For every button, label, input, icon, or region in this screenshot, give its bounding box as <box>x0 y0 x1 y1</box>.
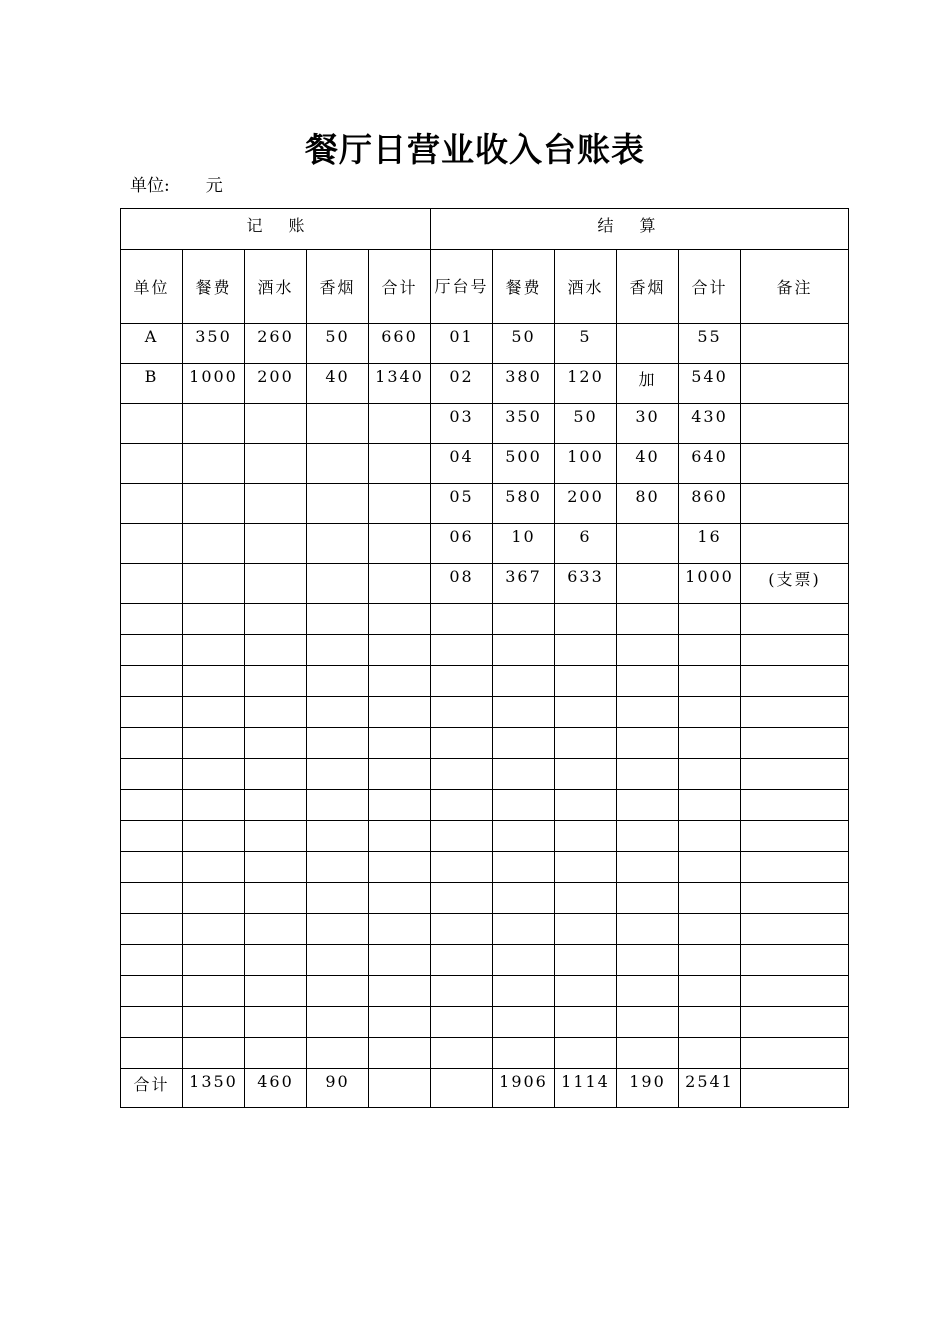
table-cell: 5 <box>555 324 617 364</box>
empty-cell <box>245 790 307 821</box>
empty-cell <box>369 697 431 728</box>
empty-cell <box>307 976 369 1007</box>
empty-cell <box>245 604 307 635</box>
empty-cell <box>121 728 183 759</box>
empty-cell <box>617 604 679 635</box>
table-row <box>121 564 849 604</box>
empty-table-row <box>121 914 849 945</box>
empty-cell <box>431 604 493 635</box>
empty-cell <box>307 852 369 883</box>
empty-cell <box>617 821 679 852</box>
table-cell <box>741 444 849 484</box>
empty-cell <box>431 635 493 666</box>
empty-cell <box>679 945 741 976</box>
empty-cell <box>183 759 245 790</box>
empty-cell <box>183 604 245 635</box>
table-cell: 30 <box>617 404 679 444</box>
empty-cell <box>679 635 741 666</box>
table-cell <box>617 524 679 564</box>
table-cell <box>307 564 369 604</box>
header-settle-meal-fee: 餐费 <box>493 250 555 324</box>
table-cell: 55 <box>679 324 741 364</box>
empty-cell <box>493 635 555 666</box>
table-cell <box>307 484 369 524</box>
empty-table-row <box>121 759 849 790</box>
header-unit: 单位 <box>121 250 183 324</box>
table-cell: 40 <box>307 364 369 404</box>
empty-cell <box>183 697 245 728</box>
empty-cell <box>741 728 849 759</box>
empty-cell <box>493 883 555 914</box>
total-row <box>121 1069 849 1108</box>
table-cell: 200 <box>245 364 307 404</box>
total-cell: 1350 <box>183 1069 245 1108</box>
total-cell: 460 <box>245 1069 307 1108</box>
table-cell: 01 <box>431 324 493 364</box>
unit-label: 单位: <box>130 176 170 196</box>
empty-cell <box>555 1007 617 1038</box>
empty-cell <box>741 914 849 945</box>
table-cell <box>741 364 849 404</box>
table-cell: 100 <box>555 444 617 484</box>
header-cigarettes: 香烟 <box>307 250 369 324</box>
empty-table-row <box>121 790 849 821</box>
table-cell: 03 <box>431 404 493 444</box>
total-cell: 1114 <box>555 1069 617 1108</box>
empty-cell <box>307 821 369 852</box>
table-cell <box>307 444 369 484</box>
empty-table-row <box>121 635 849 666</box>
table-cell: 860 <box>679 484 741 524</box>
empty-cell <box>679 697 741 728</box>
table-cell: 02 <box>431 364 493 404</box>
empty-cell <box>369 821 431 852</box>
empty-cell <box>555 976 617 1007</box>
table-cell: 540 <box>679 364 741 404</box>
empty-cell <box>245 1038 307 1069</box>
empty-cell <box>431 945 493 976</box>
empty-cell <box>121 604 183 635</box>
empty-cell <box>741 759 849 790</box>
empty-cell <box>617 1038 679 1069</box>
table-cell <box>245 404 307 444</box>
empty-cell <box>741 697 849 728</box>
empty-cell <box>741 883 849 914</box>
header-settle-drinks: 酒水 <box>555 250 617 324</box>
empty-cell <box>183 945 245 976</box>
empty-cell <box>183 852 245 883</box>
table-row <box>121 484 849 524</box>
empty-cell <box>493 1007 555 1038</box>
empty-table-row <box>121 821 849 852</box>
table-cell <box>183 404 245 444</box>
empty-cell <box>121 883 183 914</box>
empty-cell <box>555 666 617 697</box>
total-cell: 1906 <box>493 1069 555 1108</box>
table-cell: 120 <box>555 364 617 404</box>
empty-cell <box>245 976 307 1007</box>
empty-cell <box>555 697 617 728</box>
table-cell: (支票) <box>741 564 849 604</box>
header-meal-fee: 餐费 <box>183 250 245 324</box>
table-cell <box>121 484 183 524</box>
table-row <box>121 324 849 364</box>
header-settle-cigarettes: 香烟 <box>617 250 679 324</box>
empty-cell <box>617 852 679 883</box>
empty-cell <box>741 635 849 666</box>
empty-cell <box>493 728 555 759</box>
empty-cell <box>183 635 245 666</box>
table-cell <box>245 444 307 484</box>
empty-cell <box>369 883 431 914</box>
empty-cell <box>369 790 431 821</box>
page-title: 餐厅日营业收入台账表 <box>305 130 645 169</box>
empty-cell <box>493 976 555 1007</box>
empty-cell <box>307 635 369 666</box>
table-cell <box>183 564 245 604</box>
empty-cell <box>617 666 679 697</box>
empty-cell <box>369 604 431 635</box>
empty-table-row <box>121 604 849 635</box>
table-cell <box>307 524 369 564</box>
empty-cell <box>369 914 431 945</box>
empty-cell <box>741 1038 849 1069</box>
table-cell <box>369 484 431 524</box>
empty-table-row <box>121 666 849 697</box>
table-cell <box>183 524 245 564</box>
empty-cell <box>679 821 741 852</box>
table-cell: 08 <box>431 564 493 604</box>
table-cell <box>307 404 369 444</box>
empty-cell <box>617 1007 679 1038</box>
empty-cell <box>431 883 493 914</box>
empty-cell <box>741 666 849 697</box>
total-cell: 2541 <box>679 1069 741 1108</box>
empty-cell <box>741 604 849 635</box>
empty-cell <box>431 1007 493 1038</box>
table-cell: 260 <box>245 324 307 364</box>
table-cell: 05 <box>431 484 493 524</box>
unit-line <box>130 175 223 197</box>
table-cell <box>245 524 307 564</box>
empty-cell <box>555 945 617 976</box>
empty-cell <box>369 666 431 697</box>
empty-cell <box>245 759 307 790</box>
table-cell <box>121 564 183 604</box>
empty-cell <box>679 883 741 914</box>
empty-cell <box>245 697 307 728</box>
empty-cell <box>369 728 431 759</box>
table-cell: 500 <box>493 444 555 484</box>
empty-cell <box>369 852 431 883</box>
empty-cell <box>183 728 245 759</box>
empty-cell <box>431 1038 493 1069</box>
table-cell: 580 <box>493 484 555 524</box>
empty-cell <box>679 759 741 790</box>
empty-cell <box>493 852 555 883</box>
table-cell <box>741 484 849 524</box>
table-cell: 16 <box>679 524 741 564</box>
table-cell <box>741 524 849 564</box>
section-header-row <box>121 209 849 250</box>
empty-cell <box>617 728 679 759</box>
empty-cell <box>121 1038 183 1069</box>
empty-cell <box>679 976 741 1007</box>
empty-cell <box>741 945 849 976</box>
empty-cell <box>555 604 617 635</box>
empty-cell <box>617 790 679 821</box>
empty-cell <box>555 759 617 790</box>
empty-cell <box>617 883 679 914</box>
empty-cell <box>245 821 307 852</box>
empty-cell <box>555 914 617 945</box>
empty-cell <box>493 759 555 790</box>
table-cell <box>121 404 183 444</box>
empty-cell <box>307 604 369 635</box>
empty-cell <box>121 666 183 697</box>
empty-cell <box>431 790 493 821</box>
empty-cell <box>679 1007 741 1038</box>
table-cell: 350 <box>183 324 245 364</box>
table-cell <box>369 444 431 484</box>
empty-cell <box>555 1038 617 1069</box>
empty-cell <box>245 635 307 666</box>
table-cell <box>617 324 679 364</box>
table-row <box>121 404 849 444</box>
empty-cell <box>245 883 307 914</box>
empty-cell <box>431 728 493 759</box>
empty-cell <box>369 635 431 666</box>
empty-cell <box>431 976 493 1007</box>
table-cell: 40 <box>617 444 679 484</box>
table-cell: 633 <box>555 564 617 604</box>
empty-cell <box>431 914 493 945</box>
empty-cell <box>617 976 679 1007</box>
table-cell <box>183 444 245 484</box>
empty-cell <box>679 604 741 635</box>
empty-cell <box>307 790 369 821</box>
empty-cell <box>679 790 741 821</box>
table-cell: 1000 <box>183 364 245 404</box>
empty-cell <box>555 821 617 852</box>
section-bookkeeping <box>121 209 431 250</box>
empty-cell <box>617 635 679 666</box>
table-cell: 200 <box>555 484 617 524</box>
empty-cell <box>369 759 431 790</box>
empty-cell <box>121 635 183 666</box>
empty-cell <box>493 697 555 728</box>
empty-cell <box>741 852 849 883</box>
empty-table-row <box>121 697 849 728</box>
section-bookkeeping-label: 记账 <box>246 216 331 235</box>
table-cell <box>369 524 431 564</box>
table-cell: A <box>121 324 183 364</box>
header-remarks: 备注 <box>741 250 849 324</box>
empty-table-row <box>121 976 849 1007</box>
empty-cell <box>307 697 369 728</box>
empty-cell <box>493 945 555 976</box>
unit-value: 元 <box>205 176 223 196</box>
total-cell: 190 <box>617 1069 679 1108</box>
empty-cell <box>431 852 493 883</box>
empty-cell <box>245 1007 307 1038</box>
table-cell <box>183 484 245 524</box>
empty-cell <box>555 852 617 883</box>
empty-table-row <box>121 852 849 883</box>
empty-cell <box>121 697 183 728</box>
table-cell: 加 <box>617 364 679 404</box>
empty-cell <box>617 945 679 976</box>
empty-cell <box>183 1007 245 1038</box>
empty-cell <box>245 728 307 759</box>
empty-table-row <box>121 883 849 914</box>
empty-cell <box>245 666 307 697</box>
empty-cell <box>679 914 741 945</box>
table-cell: 50 <box>555 404 617 444</box>
table-cell <box>245 564 307 604</box>
empty-table-row <box>121 945 849 976</box>
empty-cell <box>679 852 741 883</box>
empty-cell <box>431 821 493 852</box>
empty-cell <box>183 821 245 852</box>
empty-cell <box>307 1007 369 1038</box>
table-cell: 350 <box>493 404 555 444</box>
empty-cell <box>245 914 307 945</box>
table-cell: 660 <box>369 324 431 364</box>
empty-cell <box>493 666 555 697</box>
empty-cell <box>431 666 493 697</box>
table-cell <box>121 524 183 564</box>
empty-cell <box>617 759 679 790</box>
empty-cell <box>307 914 369 945</box>
table-cell <box>617 564 679 604</box>
table-cell: 1340 <box>369 364 431 404</box>
empty-cell <box>369 1007 431 1038</box>
empty-cell <box>741 821 849 852</box>
empty-cell <box>121 759 183 790</box>
empty-cell <box>183 666 245 697</box>
empty-cell <box>555 790 617 821</box>
empty-table-row <box>121 728 849 759</box>
empty-cell <box>555 635 617 666</box>
table-row <box>121 444 849 484</box>
total-cell <box>741 1069 849 1108</box>
section-settlement-label: 结算 <box>597 216 682 235</box>
empty-cell <box>493 604 555 635</box>
header-settle-subtotal: 合计 <box>679 250 741 324</box>
table-row <box>121 364 849 404</box>
empty-cell <box>617 697 679 728</box>
empty-cell <box>121 976 183 1007</box>
empty-cell <box>493 914 555 945</box>
table-cell: 04 <box>431 444 493 484</box>
empty-cell <box>183 976 245 1007</box>
empty-cell <box>431 759 493 790</box>
empty-cell <box>617 914 679 945</box>
empty-cell <box>307 1038 369 1069</box>
header-table-number: 厅台号 <box>431 250 493 324</box>
empty-cell <box>121 821 183 852</box>
empty-cell <box>741 1007 849 1038</box>
total-cell <box>431 1069 493 1108</box>
empty-cell <box>493 1038 555 1069</box>
empty-cell <box>183 1038 245 1069</box>
empty-cell <box>741 790 849 821</box>
table-cell: 430 <box>679 404 741 444</box>
empty-cell <box>183 914 245 945</box>
revenue-ledger-table <box>120 208 849 1108</box>
empty-cell <box>679 1038 741 1069</box>
table-row <box>121 524 849 564</box>
table-cell <box>121 444 183 484</box>
empty-cell <box>493 790 555 821</box>
table-cell: 380 <box>493 364 555 404</box>
empty-cell <box>245 945 307 976</box>
empty-cell <box>369 976 431 1007</box>
table-cell <box>369 564 431 604</box>
table-cell <box>245 484 307 524</box>
table-cell: 6 <box>555 524 617 564</box>
empty-cell <box>679 666 741 697</box>
table-cell <box>741 404 849 444</box>
empty-cell <box>121 852 183 883</box>
table-cell: 367 <box>493 564 555 604</box>
table-cell: 06 <box>431 524 493 564</box>
table-cell: B <box>121 364 183 404</box>
empty-cell <box>307 883 369 914</box>
empty-cell <box>307 728 369 759</box>
empty-cell <box>121 1007 183 1038</box>
empty-table-row <box>121 1007 849 1038</box>
table-cell: 80 <box>617 484 679 524</box>
table-cell: 10 <box>493 524 555 564</box>
empty-cell <box>679 728 741 759</box>
table-cell <box>741 324 849 364</box>
empty-cell <box>183 883 245 914</box>
empty-cell <box>307 945 369 976</box>
header-drinks: 酒水 <box>245 250 307 324</box>
table-cell: 640 <box>679 444 741 484</box>
total-cell: 90 <box>307 1069 369 1108</box>
empty-cell <box>121 914 183 945</box>
empty-cell <box>245 852 307 883</box>
empty-cell <box>369 1038 431 1069</box>
empty-cell <box>183 790 245 821</box>
empty-cell <box>307 666 369 697</box>
header-subtotal: 合计 <box>369 250 431 324</box>
empty-cell <box>555 728 617 759</box>
total-label: 合计 <box>121 1069 183 1108</box>
empty-cell <box>369 945 431 976</box>
total-cell <box>369 1069 431 1108</box>
table-cell: 50 <box>493 324 555 364</box>
empty-cell <box>431 697 493 728</box>
empty-cell <box>121 945 183 976</box>
section-settlement <box>431 209 849 250</box>
empty-cell <box>555 883 617 914</box>
empty-cell <box>121 790 183 821</box>
table-cell: 1000 <box>679 564 741 604</box>
column-header-row <box>121 250 849 324</box>
empty-cell <box>741 976 849 1007</box>
empty-table-row <box>121 1038 849 1069</box>
empty-cell <box>307 759 369 790</box>
table-cell <box>369 404 431 444</box>
empty-cell <box>493 821 555 852</box>
table-cell: 50 <box>307 324 369 364</box>
